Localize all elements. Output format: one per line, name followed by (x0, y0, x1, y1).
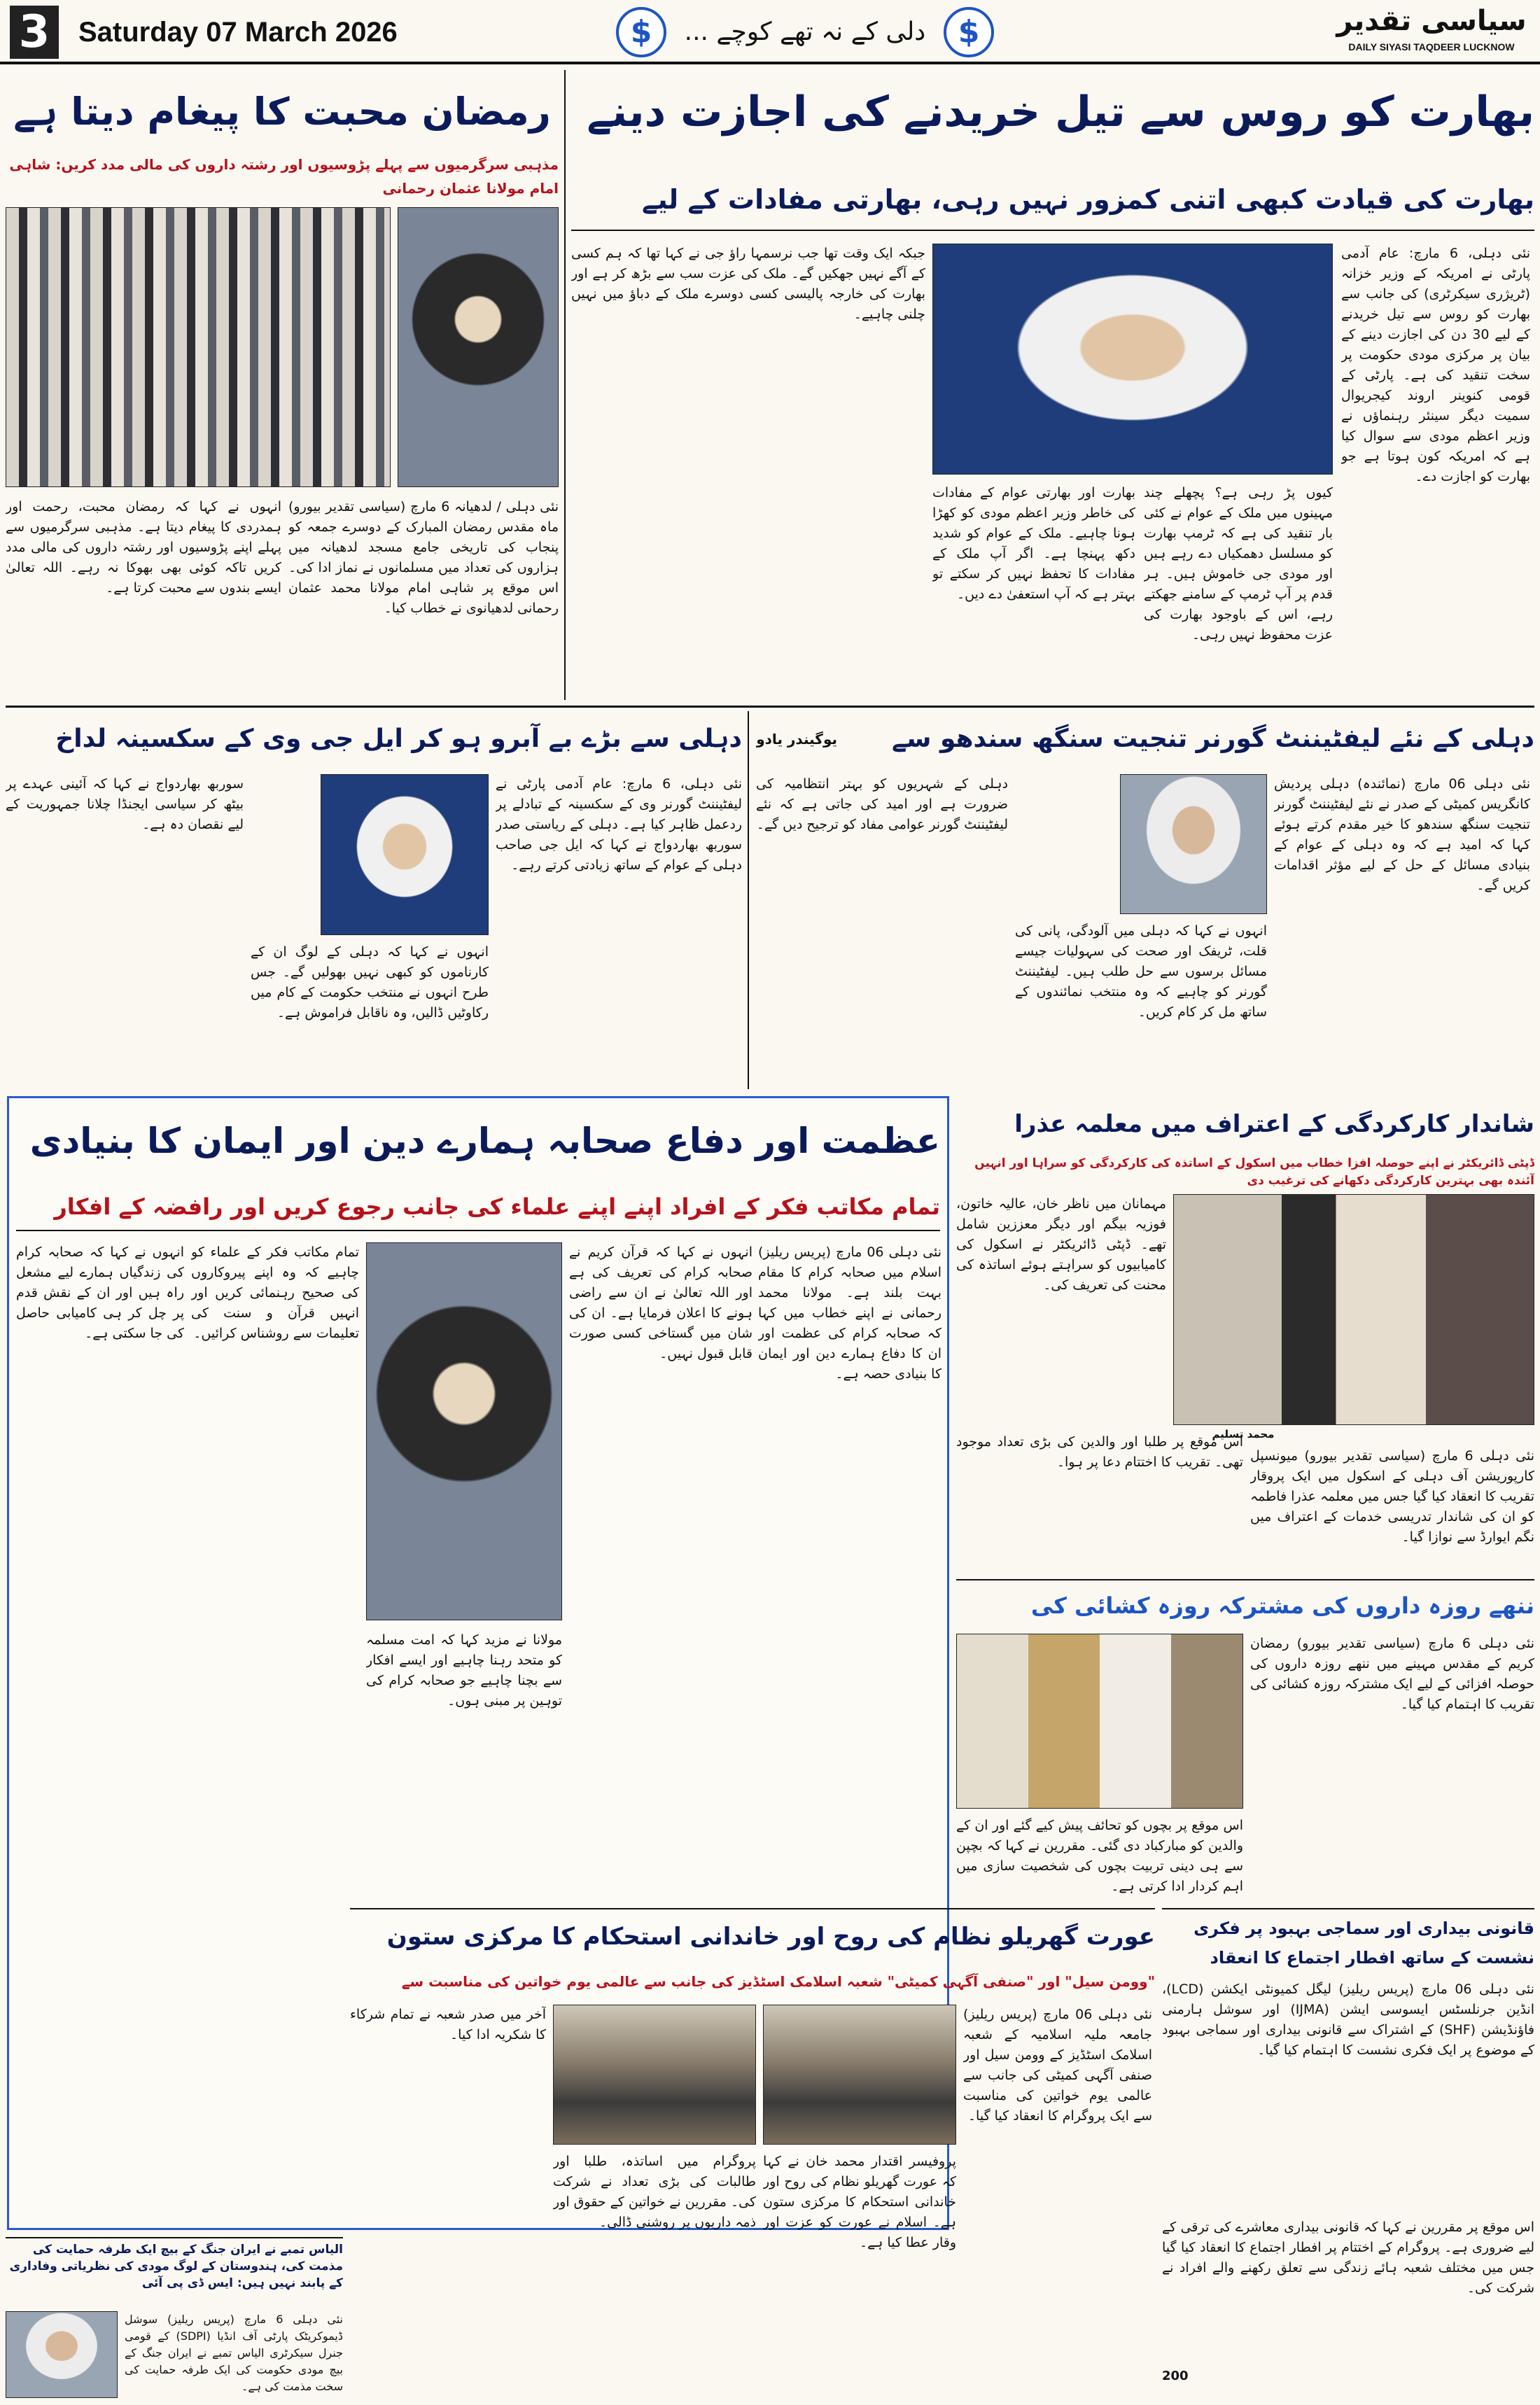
logo-subtext: DAILY SIYASI TAQDEER LUCKNOW (1348, 41, 1515, 52)
sahaba-photo-speaker (366, 1242, 562, 1620)
sahaba-col-2: انہوں نے کہا کہ قرآن کریم نے صحابہ کرام کی تعریف کی ہے اور اللہ تعالیٰ نے ان سے راضی ہونے کا اعلان فرمایا ہے۔ ان کی شان میں گستاخی کسی صورت قابل قبول نہیں۔ (569, 1244, 752, 1361)
saurabh-headline: دہلی سے بڑے بے آبرو ہو کر ایل جی وی کے سکسینہ لداخ (55, 724, 742, 753)
sdpi-headline: الیاس تمبے نے ایران جنگ کے بیچ ایک طرفہ حمایت کی مذمت کی، ہندوستان کے لوگ مودی کی نظریاتی وفاداری کے پابند نہیں ہیں: ایس ڈی پی آئی (9, 2243, 343, 2290)
sahaba-subhead: تمام مکاتب فکر کے افراد اپنے اپنے علماء کی جانب رجوع کریں اور رافضہ کے افکار (16, 1182, 940, 1231)
legal-story (1162, 1908, 1534, 2391)
sahaba-col-1: نئی دہلی 06 مارچ (پریس ریلیز) اسلام میں صحابہ کرام کا مقام بہت بلند ہے۔ مولانا محمد رحمانی نے اپنے خطاب میں کہا کہ صحابہ کرام کی عظمت اور ان کا دفاع ہمارے دین اور ایمان کا بنیادی حصہ ہے۔ (758, 1244, 941, 1382)
legal-headline: قانونی بیداری اور سماجی بہبود پر فکری نشست کے ساتھ افطار اجتماع کا انعقاد (1194, 1919, 1534, 1968)
lg-story (756, 711, 1534, 1089)
footer-note: 200 (1162, 2369, 1189, 2383)
saurabh-col-1: نئی دہلی، 6 مارچ: عام آدمی پارٹی نے لیفٹیننٹ گورنر وی کے سکسینہ کے تبادلے پر ردعمل ظاہر کیا ہے۔ دہلی کے ریاستی صدر سوربھ بھاردواج نے کہا کہ ایل جی صاحب دہلی کے عوام کے ساتھ زیادتی کرتے رہے۔ (496, 776, 742, 873)
sahaba-col-5: انہوں نے کہا کہ صحابہ کرام کی زندگیاں ہمارے لیے مشعل راہ ہیں اور ان کے نقش قدم پر چل کر ہی کامیابی حاصل کی جا سکتی ہے۔ (16, 1244, 184, 1341)
legal-col-2: اس موقع پر مقررین نے کہا کہ قانونی بیداری معاشرے کی ترقی کے لیے ضروری ہے۔ پروگرام کے اختتام پر افطار اجتماع کا انعقاد کیا گیا جس میں مختلف شعبہ ہائے زندگی سے تعلق رکھنے والے افراد نے شرکت کی۔ (1162, 2220, 1534, 2296)
roza-col-2: اس موقع پر بچوں کو تحائف پیش کیے گئے اور ان کے والدین کو مبارکباد دی گئی۔ مقررین نے کہا کہ بچپن سے ہی دینی تربیت بچوں کی شخصیت سازی میں اہم کردار ادا کرتی ہے۔ (956, 1818, 1243, 1894)
oil-story (571, 70, 1534, 700)
issue-date: Saturday 07 March 2026 (78, 17, 398, 48)
oil-col-3: بھارت اور بھارتی عوام کے مفادات کی خاطر وزیر اعظم مودی کو کھڑا ہونا چاہیے۔ ملک کے عوام کو شدید دکھ پہنچا ہے۔ اگر آپ ملک کے مفادات کا تحفظ نہیں کر سکتے تو بہتر ہے کہ آپ استعفیٰ دے دیں۔ (932, 485, 1135, 602)
lg-col-3: دہلی کے شہریوں کو بہتر انتظامیہ کی ضرورت ہے اور امید کی جاتی ہے کہ نئے لیفٹیننٹ گورنر عوامی مفاد کو ترجیح دیں گے۔ (756, 776, 1008, 832)
sahaba-col-4: تمام مکاتب فکر کے علماء کو چاہیے کہ وہ اپنے پیروکاروں کی صحیح رہنمائی کریں اور انہیں قرآن و سنت کی تعلیمات سے روشناس کرائیں۔ (191, 1244, 359, 1341)
logo-icon-right: $ (944, 7, 994, 57)
logo-icon-left: $ (616, 7, 666, 57)
lg-col-2: انہوں نے کہا کہ دہلی میں آلودگی، پانی کی قلت، ٹریفک اور صحت کی سہولیات جیسے مسائل برسوں سے حل طلب ہیں۔ لیفٹیننٹ گورنر کو چاہیے کہ وہ منتخب نمائندوں کے ساتھ مل کر کام کریں۔ (1015, 923, 1267, 1020)
women-headline: عورت گھریلو نظام کی روح اور خاندانی استحکام کا مرکزی ستون (386, 1923, 1155, 1951)
lg-col-1: نئی دہلی 06 مارچ (نمائندہ) دہلی پردیش کانگریس کمیٹی کے صدر نے نئے لیفٹیننٹ گورنر تنجیت سنگھ سندھو کا خیر مقدم کرتے ہوئے کہا کہ امید ہے کہ وہ دہلی کے عوام کے بنیادی مسائل کے حل کے لیے مؤثر اقدامات کریں گے۔ (1274, 776, 1530, 893)
masthead (0, 0, 1540, 64)
roza-headline: ننھے روزہ داروں کی مشترکہ روزہ کشائی کی (1030, 1592, 1534, 1619)
ramzan-col-2: انہوں نے کہا کہ رمضان محبت، رحمت اور ہمدردی کا پیغام دیتا ہے۔ مذہبی سرگرمیوں سے پہلے اپنے پڑوسیوں اور رشتہ داروں کی مالی مدد کریں تاکہ کوئی بھی بھوکا نہ رہے۔ اللہ تعالیٰ ایسے بندوں سے محبت کرتا ہے۔ (6, 499, 281, 596)
sahaba-headline: عظمت اور دفاع صحابہ ہمارے دین اور ایمان کا بنیادی (29, 1121, 940, 1161)
women-col-1: نئی دہلی 06 مارچ (پریس ریلیز) جامعہ ملیہ اسلامیہ کے شعبہ اسلامک اسٹڈیز کے وومن سیل اور صنفی آگہی کمیٹی کی جانب سے عالمی یوم خواتین کی مناسبت سے ایک پروگرام کا انعقاد کیا گیا۔ (963, 2007, 1152, 2124)
ramzan-story (6, 70, 566, 700)
women-col-2: پروفیسر اقتدار محمد خان نے کہا کہ عورت گھریلو نظام کی روح اور خاندانی استحکام کا مرکزی ستون ہے۔ اسلام نے عورت کو عزت اور وقار عطا کیا ہے۔ (763, 2154, 956, 2250)
logo-text: سیاسی تقدیر (1336, 5, 1527, 37)
sahaba-col-3: مولانا نے مزید کہا کہ امت مسلمہ کو متحد رہنا چاہیے اور ایسے افکار سے بچنا چاہیے جو صحابہ کرام کی توہین پر مبنی ہوں۔ (366, 1632, 562, 1709)
sdpi-story-block (6, 2237, 343, 2399)
oil-subhead: بھارت کی قیادت کبھی اتنی کمزور نہیں رہی، بھارتی مفادات کے لیے (571, 168, 1534, 231)
teacher-col-2: نئی دہلی 6 مارچ (سیاسی تقدیر بیورو) میونسپل کارپوریشن آف دہلی کے اسکول میں ایک پروقار تقریب کا انعقاد کیا گیا جس میں معلمہ عذرا فاطمہ کو ان کی شاندار تدریسی خدمات کے اعتراف میں نگم ایوارڈ سے نوازا گیا۔ (1250, 1448, 1534, 1545)
oil-photo-kejriwal (932, 244, 1333, 475)
sdpi-col-3 (6, 2401, 7, 2402)
women-photo-hall (763, 2005, 956, 2145)
women-story-block (350, 1908, 1155, 2398)
sdpi-photo-ilyas (6, 2311, 118, 2398)
sdpi-col-1: نئی دہلی 6 مارچ (پریس ریلیز) سوشل ڈیموکریٹک پارٹی آف انڈیا (SDPI) کے قومی جنرل سیکرٹری الیاس تمبے نے ایران جنگ کے بیچ مودی حکومت کی ایک طرفہ حمایت کی سخت مذمت کی ہے۔ (125, 2313, 343, 2393)
saurabh-col-3: سوربھ بھاردواج نے کہا کہ آئینی عہدے پر بیٹھ کر سیاسی ایجنڈا چلانا جمہوریت کے لیے نقصان دہ ہے۔ (6, 776, 244, 832)
roza-story (956, 1579, 1534, 1901)
oil-col-4: جبکہ ایک وقت تھا جب نرسمہا راؤ جی نے کہا تھا کہ ہم کسی کے آگے نہیں جھکیں گے۔ ملک کی عزت سب سے بڑھ کر ہے اور بھارت کی خارجہ پالیسی کسی دوسرے ملک کے دباؤ میں نہیں چلنی چاہیے۔ (571, 246, 925, 322)
ramzan-photo-crowd (6, 207, 391, 487)
masthead-slogan: دلی کے نہ تھے کوچے ... (684, 17, 926, 46)
lg-byline: یوگیندر یادو (756, 731, 837, 748)
women-photo-stage (553, 2005, 756, 2145)
teacher-story (956, 1096, 1534, 1572)
women-col-3: پروگرام میں اساتذہ، طلبا اور طالبات کی بڑی تعداد نے شرکت کی۔ مقررین نے خواتین کے حقوق اور ذمہ داریوں پر روشنی ڈالی۔ (553, 2154, 756, 2230)
teacher-col-3: اس موقع پر طلبا اور والدین کی بڑی تعداد موجود تھی۔ تقریب کا اختتام دعا پر ہوا۔ (956, 1434, 1243, 1470)
teacher-col-1: مہمانان میں ناظر خان، عالیہ خاتون، فوزیہ بیگم اور دیگر معززین شامل تھے۔ ڈپٹی ڈائریکٹر نے اسکول کی کامیابیوں کو سراہتے ہوئے اساتذہ کی محنت کی تعریف کی۔ (956, 1196, 1166, 1293)
teacher-subhead: ڈپٹی ڈائریکٹر نے اپنے حوصلہ افزا خطاب میں اسکول کے اساتذہ کی کارکردگی کو سراہا اور انہیں آئندہ بھی بہترین کارکردگی دکھانے کی ترغیب دی (974, 1156, 1534, 1188)
ramzan-col-1: نئی دہلی / لدھیانہ 6 مارچ (سیاسی تقدیر بیورو) ماہ مقدس رمضان المبارک کے دوسرے جمعہ کو پنجاب کی تاریخی جامع مسجد لدھیانہ میں ہزاروں کی تعداد میں مسلمانوں نے نماز ادا کی۔ اس موقع پر شاہی امام مولانا محمد عثمان رحمانی لدھیانوی نے خطاب کیا۔ (288, 499, 559, 616)
masthead-logo (1330, 3, 1533, 62)
saurabh-col-2: انہوں نے کہا کہ دہلی کے لوگ ان کے کارناموں کو کبھی نہیں بھولیں گے۔ جس طرح انہوں نے منتخب حکومت کے کام میں رکاوٹیں ڈالیں، وہ ناقابل فراموش ہے۔ (251, 944, 489, 1021)
page-number: 3 (10, 6, 59, 59)
ramzan-headline: رمضان محبت کا پیغام دیتا ہے (13, 90, 551, 134)
legal-col-1: نئی دہلی 06 مارچ (پریس ریلیز) لیگل کمیونٹی ایکشن (LCD)، انڈین جرنلسٹس ایسوسی ایشن (IJMA) اور سوشل ہارمنی فاؤنڈیشن (SHF) کے اشتراک سے قانونی بیداری اور سماجی بہبود کے موضوع پر ایک فکری نشست کا اہتمام کیا گیا۔ (1162, 1982, 1534, 2058)
lg-headline: دہلی کے نئے لیفٹیننٹ گورنر تنجیت سنگھ سندھو سے (891, 724, 1534, 753)
oil-col-1: نئی دہلی، 6 مارچ: عام آدمی پارٹی نے امریکہ کے وزیر خزانہ (ٹریژری سیکرٹری) کی جانب سے بھارت کو روس سے تیل خریدنے کے لیے 30 دن کی اجازت دینے کے بیان پر مرکزی مودی حکومت پر سخت تنقید کی ہے۔ پارٹی کے قومی کنوینر اروند کیجریوال سمیت دیگر سینئر رہنماؤں نے وزیر اعظم مودی سے سوال کیا ہے کہ امریکہ کون ہوتا ہے جو بھارت کو اجازت دے۔ (1341, 246, 1530, 484)
oil-headline: بھارت کو روس سے تیل خریدنے کی اجازت دینے (587, 87, 1534, 136)
ramzan-subhead: مذہبی سرگرمیوں سے پہلے پڑوسیوں اور رشتہ داروں کی مالی مدد کریں: شاہی امام مولانا عثمان رحمانی (9, 156, 559, 197)
saurabh-photo (321, 774, 489, 935)
ramzan-photo-imam (398, 207, 559, 487)
women-subhead: "وومن سیل" اور "صنفی آگہی کمیٹی" شعبہ اسلامک اسٹڈیز کی جانب سے عالمی یوم خواتین کی مناسبت سے (401, 1973, 1155, 1990)
teacher-headline: شاندار کارکردگی کے اعتراف میں معلمہ عذرا (1014, 1110, 1534, 1138)
oil-col-2: کیوں پڑ رہی ہے؟ پچھلے چند مہینوں میں ملک کے عوام نے کئی بار تنقید کی ہے کہ ٹرمپ بھارت کو مسلسل دھمکیاں دے رہے ہیں اور مودی جی خاموش ہیں۔ ہر قدم پر آپ ٹرمپ کے سامنے جھکتے رہے، اس کے باوجود بھارت کی عزت محفوظ نہیں رہی۔ (1144, 485, 1333, 643)
teacher-photo-award (1173, 1194, 1534, 1425)
divider-1 (6, 706, 1534, 708)
lg-photo-governor (1120, 774, 1267, 914)
saurabh-story (6, 711, 749, 1089)
roza-photo-children (956, 1634, 1243, 1809)
teacher-photo-caption: محمد تسلیم (1212, 1428, 1275, 1440)
roza-col-1: نئی دہلی 6 مارچ (سیاسی تقدیر بیورو) رمضان کریم کے مقدس مہینے میں ننھے روزہ داروں کی حوصلہ افزائی کے لیے ایک مشترکہ روزہ کشائی کی تقریب کا اہتمام کیا گیا۔ (1250, 1636, 1534, 1712)
women-col-4: آخر میں صدر شعبہ نے تمام شرکاء کا شکریہ ادا کیا۔ (350, 2007, 546, 2042)
